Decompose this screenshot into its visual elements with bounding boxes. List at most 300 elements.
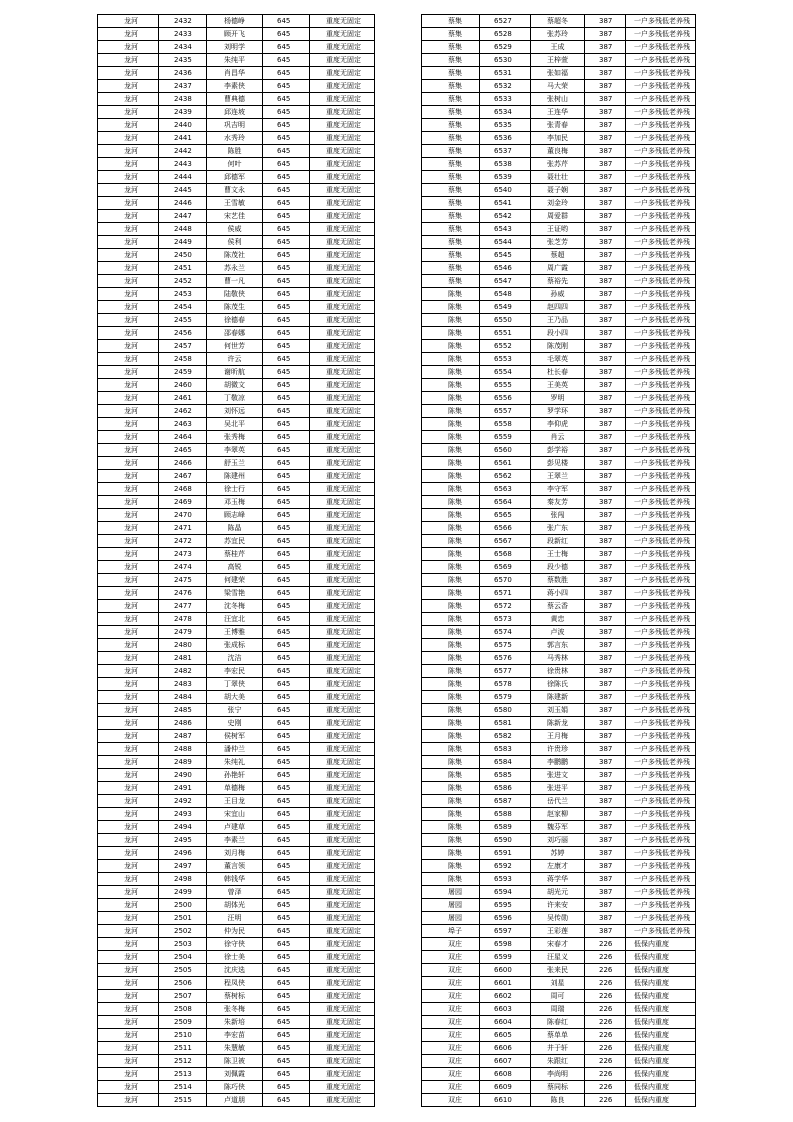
id-cell: 6541 xyxy=(480,197,531,210)
category-cell: 一户多残低老养残 xyxy=(626,925,696,938)
region-cell: 龙河 xyxy=(98,873,159,886)
category-cell: 一户多残低老养残 xyxy=(626,704,696,717)
name-cell: 沈庆选 xyxy=(207,964,263,977)
name-cell: 王彩莲 xyxy=(531,925,585,938)
id-cell: 2486 xyxy=(159,717,207,730)
category-cell: 低保内重度 xyxy=(626,1003,696,1016)
id-cell: 2504 xyxy=(159,951,207,964)
id-cell: 6600 xyxy=(480,964,531,977)
name-cell: 陈胜 xyxy=(207,145,263,158)
name-cell: 许贵珍 xyxy=(531,743,585,756)
name-cell: 李尚明 xyxy=(531,1068,585,1081)
id-cell: 6571 xyxy=(480,587,531,600)
name-cell: 王翠兰 xyxy=(531,470,585,483)
id-cell: 2437 xyxy=(159,80,207,93)
table-row xyxy=(422,795,696,808)
id-cell: 2433 xyxy=(159,28,207,41)
name-cell: 宋春才 xyxy=(531,938,585,951)
amount-cell: 387 xyxy=(585,561,626,574)
table-row xyxy=(98,223,375,236)
table-row xyxy=(422,41,696,54)
table-row xyxy=(422,431,696,444)
name-cell: 徐守侠 xyxy=(207,938,263,951)
amount-cell: 645 xyxy=(263,366,310,379)
amount-cell: 387 xyxy=(585,15,626,28)
id-cell: 6542 xyxy=(480,210,531,223)
table-row xyxy=(422,405,696,418)
region-cell: 龙河 xyxy=(98,548,159,561)
table-row xyxy=(98,405,375,418)
id-cell: 6572 xyxy=(480,600,531,613)
table-row xyxy=(422,15,696,28)
category-cell: 重度无固定 xyxy=(310,912,375,925)
amount-cell: 387 xyxy=(585,522,626,535)
region-cell: 陈集 xyxy=(422,405,480,418)
amount-cell: 387 xyxy=(585,93,626,106)
name-cell: 王成 xyxy=(531,41,585,54)
name-cell: 张来民 xyxy=(531,964,585,977)
amount-cell: 387 xyxy=(585,626,626,639)
category-cell: 重度无固定 xyxy=(310,41,375,54)
region-cell: 陈集 xyxy=(422,379,480,392)
amount-cell: 226 xyxy=(585,1055,626,1068)
name-cell: 李鹏鹏 xyxy=(531,756,585,769)
category-cell: 重度无固定 xyxy=(310,548,375,561)
amount-cell: 387 xyxy=(585,431,626,444)
name-cell: 周瑞 xyxy=(531,1003,585,1016)
amount-cell: 645 xyxy=(263,665,310,678)
id-cell: 2490 xyxy=(159,769,207,782)
id-cell: 2452 xyxy=(159,275,207,288)
table-row xyxy=(422,262,696,275)
category-cell: 重度无固定 xyxy=(310,717,375,730)
id-cell: 6598 xyxy=(480,938,531,951)
category-cell: 重度无固定 xyxy=(310,626,375,639)
category-cell: 重度无固定 xyxy=(310,834,375,847)
id-cell: 2508 xyxy=(159,1003,207,1016)
region-cell: 陈集 xyxy=(422,821,480,834)
id-cell: 2475 xyxy=(159,574,207,587)
id-cell: 2495 xyxy=(159,834,207,847)
table-row xyxy=(422,691,696,704)
table-row xyxy=(422,1081,696,1094)
name-cell: 徐陈氏 xyxy=(531,678,585,691)
category-cell: 重度无固定 xyxy=(310,535,375,548)
id-cell: 6595 xyxy=(480,899,531,912)
id-cell: 2442 xyxy=(159,145,207,158)
id-cell: 2497 xyxy=(159,860,207,873)
category-cell: 重度无固定 xyxy=(310,678,375,691)
table-row xyxy=(422,704,696,717)
id-cell: 2436 xyxy=(159,67,207,80)
amount-cell: 387 xyxy=(585,405,626,418)
category-cell: 一户多残低老养残 xyxy=(626,652,696,665)
amount-cell: 645 xyxy=(263,223,310,236)
amount-cell: 645 xyxy=(263,691,310,704)
name-cell: 邵春娜 xyxy=(207,327,263,340)
region-cell: 陈集 xyxy=(422,613,480,626)
category-cell: 一户多残低老养残 xyxy=(626,145,696,158)
table-row xyxy=(422,28,696,41)
id-cell: 6588 xyxy=(480,808,531,821)
region-cell: 蔡集 xyxy=(422,197,480,210)
name-cell: 陈茂生 xyxy=(207,301,263,314)
category-cell: 重度无固定 xyxy=(310,405,375,418)
amount-cell: 387 xyxy=(585,886,626,899)
amount-cell: 387 xyxy=(585,54,626,67)
name-cell: 王士梅 xyxy=(531,548,585,561)
name-cell: 顾志峰 xyxy=(207,509,263,522)
region-cell: 陈集 xyxy=(422,314,480,327)
table-row xyxy=(422,80,696,93)
amount-cell: 645 xyxy=(263,990,310,1003)
id-cell: 2478 xyxy=(159,613,207,626)
region-cell: 陈集 xyxy=(422,626,480,639)
region-cell: 陈集 xyxy=(422,808,480,821)
table-row xyxy=(98,574,375,587)
name-cell: 徐士美 xyxy=(207,951,263,964)
id-cell: 6596 xyxy=(480,912,531,925)
amount-cell: 387 xyxy=(585,301,626,314)
region-cell: 龙河 xyxy=(98,886,159,899)
amount-cell: 226 xyxy=(585,1094,626,1107)
amount-cell: 387 xyxy=(585,717,626,730)
table-row xyxy=(422,145,696,158)
name-cell: 陈茂社 xyxy=(207,249,263,262)
amount-cell: 645 xyxy=(263,769,310,782)
region-cell: 蔡集 xyxy=(422,41,480,54)
category-cell: 重度无固定 xyxy=(310,1081,375,1094)
table-row xyxy=(98,509,375,522)
table-row xyxy=(422,925,696,938)
region-cell: 陈集 xyxy=(422,860,480,873)
region-cell: 蔡集 xyxy=(422,249,480,262)
name-cell: 丁敬凉 xyxy=(207,392,263,405)
amount-cell: 645 xyxy=(263,249,310,262)
id-cell: 6543 xyxy=(480,223,531,236)
id-cell: 6530 xyxy=(480,54,531,67)
name-cell: 杜长春 xyxy=(531,366,585,379)
amount-cell: 645 xyxy=(263,964,310,977)
id-cell: 6545 xyxy=(480,249,531,262)
category-cell: 重度无固定 xyxy=(310,54,375,67)
name-cell: 何建荣 xyxy=(207,574,263,587)
table-row xyxy=(422,210,696,223)
id-cell: 2460 xyxy=(159,379,207,392)
amount-cell: 645 xyxy=(263,210,310,223)
name-cell: 李素兰 xyxy=(207,834,263,847)
category-cell: 重度无固定 xyxy=(310,756,375,769)
table-row xyxy=(98,444,375,457)
name-cell: 赵四四 xyxy=(531,301,585,314)
category-cell: 重度无固定 xyxy=(310,353,375,366)
amount-cell: 645 xyxy=(263,275,310,288)
id-cell: 2468 xyxy=(159,483,207,496)
name-cell: 卢波 xyxy=(531,626,585,639)
category-cell: 低保内重度 xyxy=(626,990,696,1003)
table-row xyxy=(422,587,696,600)
table-row xyxy=(422,119,696,132)
region-cell: 龙河 xyxy=(98,379,159,392)
region-cell: 龙河 xyxy=(98,1055,159,1068)
amount-cell: 226 xyxy=(585,990,626,1003)
category-cell: 一户多残低老养残 xyxy=(626,847,696,860)
name-cell: 聂子娴 xyxy=(531,184,585,197)
name-cell: 董良梅 xyxy=(531,145,585,158)
amount-cell: 645 xyxy=(263,106,310,119)
table-row xyxy=(98,379,375,392)
id-cell: 2512 xyxy=(159,1055,207,1068)
table-row xyxy=(422,834,696,847)
amount-cell: 645 xyxy=(263,1081,310,1094)
region-cell: 龙河 xyxy=(98,223,159,236)
id-cell: 2485 xyxy=(159,704,207,717)
category-cell: 重度无固定 xyxy=(310,808,375,821)
table-row xyxy=(98,873,375,886)
amount-cell: 387 xyxy=(585,847,626,860)
table-row xyxy=(98,977,375,990)
id-cell: 2474 xyxy=(159,561,207,574)
id-cell: 2438 xyxy=(159,93,207,106)
category-cell: 一户多残低老养残 xyxy=(626,366,696,379)
name-cell: 李素侠 xyxy=(207,80,263,93)
amount-cell: 387 xyxy=(585,691,626,704)
region-cell: 陈集 xyxy=(422,574,480,587)
region-cell: 双庄 xyxy=(422,990,480,1003)
region-cell: 双庄 xyxy=(422,1068,480,1081)
name-cell: 徐贵林 xyxy=(531,665,585,678)
id-cell: 2509 xyxy=(159,1016,207,1029)
name-cell: 邱德军 xyxy=(207,171,263,184)
region-cell: 双庄 xyxy=(422,1094,480,1107)
name-cell: 肖云 xyxy=(531,431,585,444)
region-cell: 龙河 xyxy=(98,678,159,691)
category-cell: 一户多残低老养残 xyxy=(626,691,696,704)
id-cell: 2502 xyxy=(159,925,207,938)
id-cell: 2454 xyxy=(159,301,207,314)
id-cell: 2503 xyxy=(159,938,207,951)
name-cell: 陈新龙 xyxy=(531,717,585,730)
region-cell: 陈集 xyxy=(422,795,480,808)
category-cell: 一户多残低老养残 xyxy=(626,340,696,353)
amount-cell: 387 xyxy=(585,496,626,509)
region-cell: 双庄 xyxy=(422,964,480,977)
table-row xyxy=(422,392,696,405)
category-cell: 一户多残低老养残 xyxy=(626,496,696,509)
category-cell: 一户多残低老养残 xyxy=(626,418,696,431)
name-cell: 巩吉明 xyxy=(207,119,263,132)
table-row xyxy=(98,15,375,28)
id-cell: 2462 xyxy=(159,405,207,418)
id-cell: 6581 xyxy=(480,717,531,730)
name-cell: 朱新培 xyxy=(207,1016,263,1029)
region-cell: 陈集 xyxy=(422,678,480,691)
name-cell: 蔡同标 xyxy=(531,1081,585,1094)
table-row xyxy=(98,561,375,574)
name-cell: 史刚 xyxy=(207,717,263,730)
category-cell: 一户多残低老养残 xyxy=(626,158,696,171)
name-cell: 李宏民 xyxy=(207,665,263,678)
region-cell: 龙河 xyxy=(98,392,159,405)
region-cell: 蔡集 xyxy=(422,28,480,41)
amount-cell: 387 xyxy=(585,808,626,821)
category-cell: 重度无固定 xyxy=(310,782,375,795)
id-cell: 2479 xyxy=(159,626,207,639)
category-cell: 低保内重度 xyxy=(626,1068,696,1081)
category-cell: 一户多残低老养残 xyxy=(626,210,696,223)
category-cell: 一户多残低老养残 xyxy=(626,457,696,470)
table-row xyxy=(422,275,696,288)
table-row xyxy=(422,808,696,821)
category-cell: 重度无固定 xyxy=(310,860,375,873)
name-cell: 苏宜民 xyxy=(207,535,263,548)
table-row xyxy=(422,678,696,691)
amount-cell: 645 xyxy=(263,613,310,626)
amount-cell: 645 xyxy=(263,171,310,184)
category-cell: 重度无固定 xyxy=(310,80,375,93)
amount-cell: 645 xyxy=(263,314,310,327)
name-cell: 单德梅 xyxy=(207,782,263,795)
amount-cell: 645 xyxy=(263,288,310,301)
id-cell: 6551 xyxy=(480,327,531,340)
table-row xyxy=(422,418,696,431)
amount-cell: 645 xyxy=(263,548,310,561)
name-cell: 邓玉梅 xyxy=(207,496,263,509)
category-cell: 重度无固定 xyxy=(310,158,375,171)
region-cell: 陈集 xyxy=(422,756,480,769)
amount-cell: 387 xyxy=(585,782,626,795)
category-cell: 一户多残低老养残 xyxy=(626,249,696,262)
name-cell: 刘佩霞 xyxy=(207,1068,263,1081)
name-cell: 苏永兰 xyxy=(207,262,263,275)
table-row xyxy=(422,1003,696,1016)
region-cell: 龙河 xyxy=(98,535,159,548)
id-cell: 2464 xyxy=(159,431,207,444)
amount-cell: 645 xyxy=(263,301,310,314)
amount-cell: 645 xyxy=(263,756,310,769)
name-cell: 罗明 xyxy=(531,392,585,405)
region-cell: 双庄 xyxy=(422,1081,480,1094)
id-cell: 2443 xyxy=(159,158,207,171)
amount-cell: 645 xyxy=(263,184,310,197)
amount-cell: 645 xyxy=(263,600,310,613)
table-row xyxy=(422,93,696,106)
name-cell: 宋艺佳 xyxy=(207,210,263,223)
table-row xyxy=(98,275,375,288)
name-cell: 郭言东 xyxy=(531,639,585,652)
name-cell: 高锐 xyxy=(207,561,263,574)
table-row xyxy=(98,288,375,301)
id-cell: 6606 xyxy=(480,1042,531,1055)
id-cell: 6610 xyxy=(480,1094,531,1107)
table-row xyxy=(422,912,696,925)
amount-cell: 645 xyxy=(263,262,310,275)
id-cell: 2458 xyxy=(159,353,207,366)
id-cell: 2515 xyxy=(159,1094,207,1107)
table-row xyxy=(422,197,696,210)
region-cell: 龙河 xyxy=(98,171,159,184)
id-cell: 2505 xyxy=(159,964,207,977)
name-cell: 潘仲兰 xyxy=(207,743,263,756)
name-cell: 王梓萱 xyxy=(531,54,585,67)
region-cell: 蔡集 xyxy=(422,158,480,171)
category-cell: 一户多残低老养残 xyxy=(626,912,696,925)
name-cell: 周广霞 xyxy=(531,262,585,275)
id-cell: 6558 xyxy=(480,418,531,431)
category-cell: 一户多残低老养残 xyxy=(626,106,696,119)
name-cell: 黄忠 xyxy=(531,613,585,626)
table-row xyxy=(422,184,696,197)
category-cell: 低保内重度 xyxy=(626,1094,696,1107)
id-cell: 6552 xyxy=(480,340,531,353)
table-row xyxy=(98,197,375,210)
category-cell: 低保内重度 xyxy=(626,1016,696,1029)
category-cell: 低保内重度 xyxy=(626,1081,696,1094)
id-cell: 2501 xyxy=(159,912,207,925)
amount-cell: 645 xyxy=(263,145,310,158)
name-cell: 秦友芳 xyxy=(531,496,585,509)
region-cell: 龙河 xyxy=(98,301,159,314)
region-cell: 双庄 xyxy=(422,1029,480,1042)
category-cell: 一户多残低老养残 xyxy=(626,769,696,782)
table-row xyxy=(98,717,375,730)
region-cell: 双庄 xyxy=(422,1003,480,1016)
name-cell: 赵家柳 xyxy=(531,808,585,821)
amount-cell: 645 xyxy=(263,418,310,431)
id-cell: 6576 xyxy=(480,652,531,665)
table-row xyxy=(98,340,375,353)
table-row xyxy=(422,457,696,470)
id-cell: 2440 xyxy=(159,119,207,132)
category-cell: 一户多残低老养残 xyxy=(626,483,696,496)
amount-cell: 387 xyxy=(585,392,626,405)
table-row xyxy=(422,613,696,626)
category-cell: 一户多残低老养残 xyxy=(626,379,696,392)
category-cell: 重度无固定 xyxy=(310,444,375,457)
amount-cell: 226 xyxy=(585,977,626,990)
id-cell: 6568 xyxy=(480,548,531,561)
name-cell: 马大荣 xyxy=(531,80,585,93)
id-cell: 6544 xyxy=(480,236,531,249)
id-cell: 2498 xyxy=(159,873,207,886)
amount-cell: 387 xyxy=(585,795,626,808)
region-cell: 龙河 xyxy=(98,184,159,197)
amount-cell: 387 xyxy=(585,483,626,496)
name-cell: 周可 xyxy=(531,990,585,1003)
amount-cell: 645 xyxy=(263,353,310,366)
name-cell: 侯树军 xyxy=(207,730,263,743)
amount-cell: 387 xyxy=(585,535,626,548)
table-row xyxy=(98,236,375,249)
table-row xyxy=(98,626,375,639)
id-cell: 6557 xyxy=(480,405,531,418)
region-cell: 龙河 xyxy=(98,795,159,808)
id-cell: 6605 xyxy=(480,1029,531,1042)
region-cell: 陈集 xyxy=(422,483,480,496)
category-cell: 重度无固定 xyxy=(310,210,375,223)
table-row xyxy=(422,1016,696,1029)
region-cell: 陈集 xyxy=(422,509,480,522)
amount-cell: 387 xyxy=(585,366,626,379)
region-cell: 陈集 xyxy=(422,444,480,457)
region-cell: 陈集 xyxy=(422,691,480,704)
region-cell: 双庄 xyxy=(422,977,480,990)
region-cell: 龙河 xyxy=(98,782,159,795)
name-cell: 胡微文 xyxy=(207,379,263,392)
region-cell: 龙河 xyxy=(98,353,159,366)
id-cell: 6550 xyxy=(480,314,531,327)
table-row xyxy=(422,938,696,951)
